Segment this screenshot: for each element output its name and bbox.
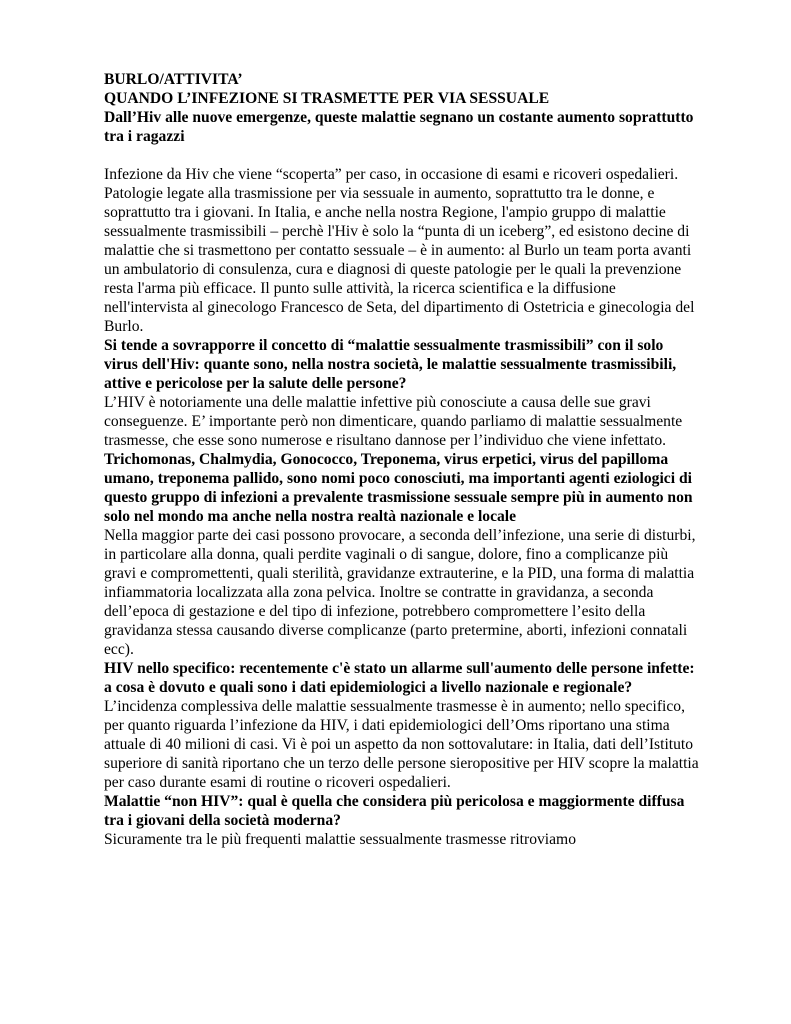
answer-4: Sicuramente tra le più frequenti malattie sessualmente trasmesse ritroviamo	[104, 831, 576, 848]
answer-1: L’HIV è notoriamente una delle malattie infettive più conosciute a causa delle sue gravi conseguenze. E’ importante però non dimenticare, quando parliamo di malattie sessualmente trasmesse, che esse sono numerose e risultano dannose per l’individuo che viene infettato.	[104, 394, 683, 449]
article-title: QUANDO L’INFEZIONE SI TRASMETTE PER VIA SESSUALE	[104, 90, 550, 107]
intro-paragraph: Infezione da Hiv che viene “scoperta” per caso, in occasione di esami e ricoveri ospedalieri. Patologie legate alla trasmissione per via sessuale in aumento, soprattutto tra le donne, e soprattutto tra i giovani. In Italia, e anche nella nostra Regione, l'ampio gruppo di malattie sessualmente trasmissibili – perchè l'Hiv è solo la “punta di un iceberg”, ed esistono decine di malattie che si trasmettono per contatto sessuale – è in aumento: al Burlo un team porta avanti un ambulatorio di consulenza, cura e diagnosi di queste patologie per le quali la prevenzione resta l'arma più efficace. Il punto sulle attività, la ricerca scientifica e la diffusione nell'intervista al ginecologo Francesco de Seta, del dipartimento di Ostetricia e ginecologia del Burlo.	[104, 166, 695, 335]
question-2: Trichomonas, Chalmydia, Gonococco, Treponema, virus erpetici, virus del papilloma umano, treponema pallido, sono nomi poco conosciuti, ma importanti agenti eziologici di questo gruppo di infezioni a prevalente trasmissione sessuale sempre più in aumento non solo nel mondo ma anche nella nostra realtà nazionale e locale	[104, 451, 693, 525]
question-3: HIV nello specifico: recentemente c'è stato un allarme sull'aumento delle persone infette: a cosa è dovuto e quali sono i dati epidemiologici a livello nazionale e regionale?	[104, 660, 695, 696]
spacer	[104, 146, 700, 165]
section-heading: BURLO/ATTIVITA’	[104, 71, 243, 88]
question-1: Si tende a sovrapporre il concetto di “malattie sessualmente trasmissibili” con il solo virus dell'Hiv: quante sono, nella nostra società, le malattie sessualmente trasmissibili, attive e pericolose per la salute delle persone?	[104, 337, 677, 392]
article-page	[104, 70, 700, 849]
question-4: Malattie “non HIV”: qual è quella che considera più pericolosa e maggiormente diffusa tra i giovani della società moderna?	[104, 793, 685, 829]
article-subtitle: Dall’Hiv alle nuove emergenze, queste malattie segnano un costante aumento soprattutto tra i ragazzi	[104, 109, 694, 145]
answer-3: L’incidenza complessiva delle malattie sessualmente trasmesse è in aumento; nello specifico, per quanto riguarda l’infezione da HIV, i dati epidemiologici dell’Oms riportano una stima attuale di 40 milioni di casi. Vi è poi un aspetto da non sottovalutare: in Italia, dati dell’Istituto superiore di sanità riportano che un terzo delle persone sieropositive per HIV scopre la malattia per caso durante esami di routine o ricoveri ospedalieri.	[104, 698, 699, 791]
answer-2: Nella maggior parte dei casi possono provocare, a seconda dell’infezione, una serie di disturbi, in particolare alla donna, quali perdite vaginali o di sangue, dolore, fino a complicanze più gravi e compromettenti, quali sterilità, gravidanze extrauterine, e la PID, una forma di malattia infiammatoria localizzata alla zona pelvica. Inoltre se contratte in gravidanza, a seconda dell’epoca di gestazione e del tipo di infezione, potrebbero compromettere l’esito della gravidanza stessa causando diverse complicanze (parto pretermine, aborti, infezioni connatali ecc).	[104, 527, 696, 658]
